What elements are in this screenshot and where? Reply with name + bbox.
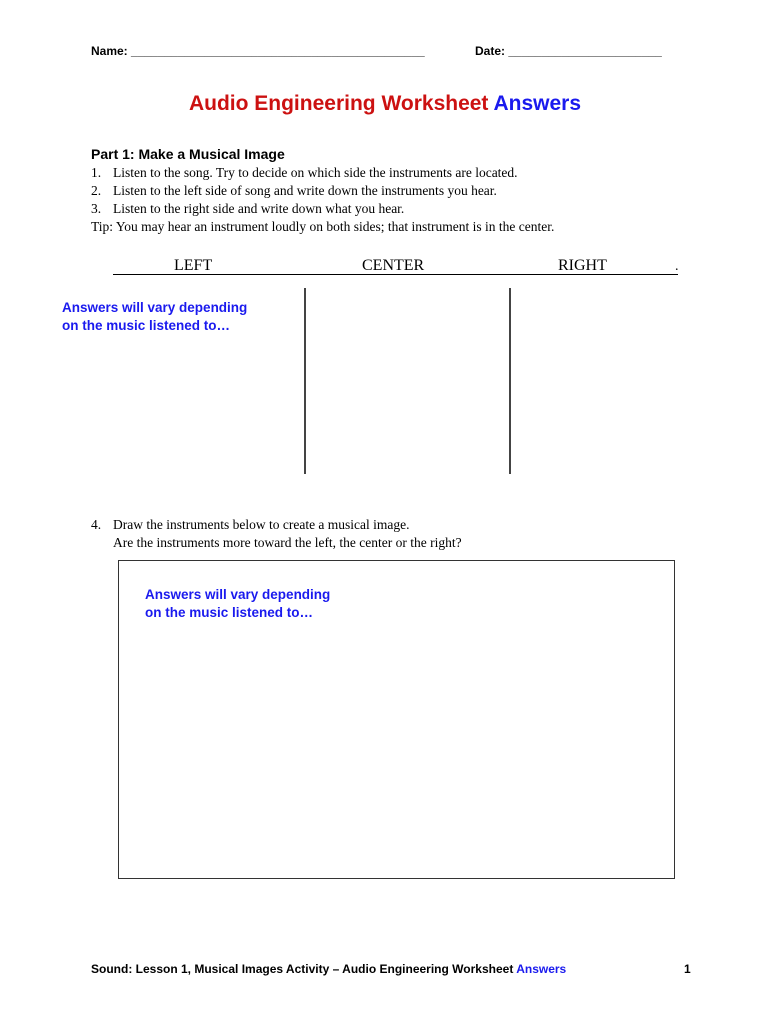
column-divider-right: [509, 288, 511, 474]
column-right-heading: RIGHT: [558, 257, 607, 274]
column-center-heading: CENTER: [362, 257, 425, 274]
column-heading-underline: [113, 274, 678, 275]
name-field-label: Name: ____________________________________________: [91, 44, 425, 58]
instruction-text: Listen to the left side of song and write down the instruments you hear.: [113, 183, 497, 198]
worksheet-title: [0, 92, 770, 116]
answer-note-line: Answers will vary depending: [145, 587, 331, 602]
instruction-number: 1.: [91, 165, 102, 180]
question-line: Draw the instruments below to create a musical image.: [113, 517, 410, 532]
column-divider-left: [304, 288, 306, 474]
part1-instructions: [91, 164, 554, 236]
footer-text: Sound: Lesson 1, Musical Images Activity – Audio Engineering Worksheet: [91, 962, 517, 976]
answer-note-line: on the music listened to…: [62, 318, 231, 333]
instruction-number: 3.: [91, 201, 102, 216]
page-footer: [91, 962, 566, 976]
title-main: Audio Engineering Worksheet: [188, 92, 489, 115]
title-answers: Answers: [493, 92, 582, 115]
instruction-item: [91, 164, 554, 182]
answer-note-drawing: [145, 586, 330, 622]
date-field-label: Date: _______________________: [475, 44, 662, 58]
instruction-item: [91, 200, 554, 218]
answer-note-line: on the music listened to…: [145, 605, 314, 620]
instruction-text: Listen to the song. Try to decide on which side the instruments are located.: [113, 165, 518, 180]
instruction-number: 2.: [91, 183, 102, 198]
instruction-text: Listen to the right side and write down what you hear.: [113, 201, 405, 216]
answer-note-line: Answers will vary depending: [62, 300, 248, 315]
part1-heading: Part 1: Make a Musical Image: [91, 146, 285, 162]
page-number: 1: [684, 962, 691, 976]
question-4: [91, 516, 462, 552]
tip-text: Tip: You may hear an instrument loudly on both sides; that instrument is in the center.: [91, 219, 555, 234]
question-line: Are the instruments more toward the left, the center or the right?: [113, 535, 462, 550]
instruction-item: [91, 182, 554, 200]
answer-note-columns: [62, 299, 247, 335]
question-number: 4.: [91, 517, 102, 532]
footer-answers: Answers: [516, 962, 567, 976]
column-left-heading: LEFT: [174, 257, 213, 274]
heading-end-mark: .: [675, 259, 679, 274]
